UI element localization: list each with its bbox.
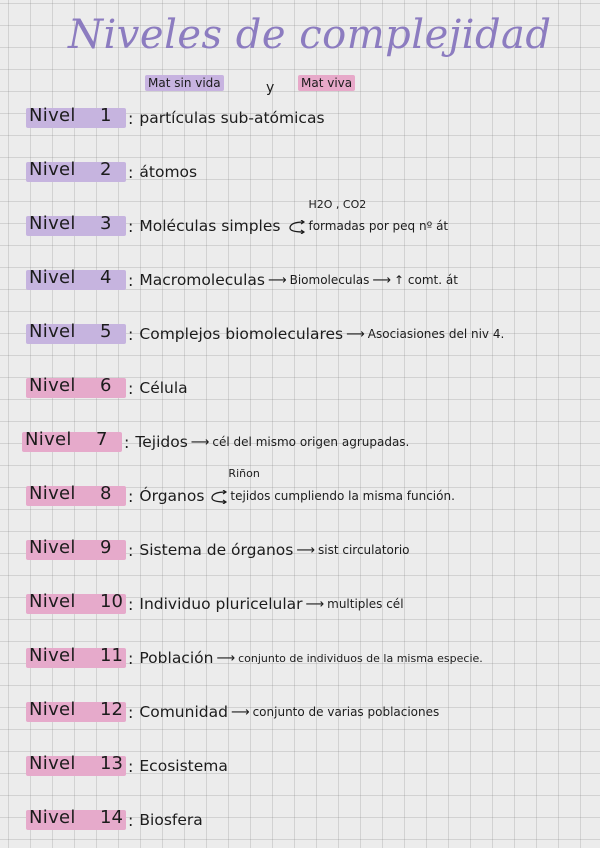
level-row-6: Nivel 6 : Célula bbox=[26, 378, 188, 398]
level-badge: Nivel 2 bbox=[26, 162, 126, 182]
arrow-icon: ⟶ bbox=[305, 596, 325, 612]
level-text: Célula bbox=[139, 379, 188, 397]
arrow-icon: ⟶ bbox=[230, 704, 250, 720]
arrow-icon: ⟶ bbox=[267, 272, 287, 288]
branch bbox=[286, 198, 367, 235]
level-text: Sistema de órganos bbox=[139, 541, 294, 559]
level-row-10: Nivel 10 : Individuo pluricelular ⟶ multiples cél bbox=[26, 594, 404, 614]
arrow-icon: ⟶ bbox=[346, 326, 365, 342]
level-badge: Nivel 5 bbox=[26, 324, 126, 344]
subtitle-connector: y bbox=[266, 80, 275, 96]
level-text: Biosfera bbox=[139, 811, 203, 829]
level-badge: Nivel 8 bbox=[26, 486, 126, 506]
level-text: Órganos bbox=[139, 487, 205, 505]
arrow-text-1: sist circulatorio bbox=[318, 543, 410, 557]
branch bbox=[208, 467, 260, 505]
level-row-14: Nivel 14 : Biosfera bbox=[26, 810, 203, 830]
arrow-text-1: multiples cél bbox=[327, 597, 404, 611]
branch-up-text: H2O , CO2 bbox=[308, 198, 367, 211]
arrow-text-1: Asociasiones del niv 4. bbox=[367, 327, 505, 341]
level-text: Población bbox=[139, 649, 214, 667]
level-text: Macromoleculas bbox=[139, 271, 265, 289]
branch-curve-icon bbox=[286, 220, 306, 234]
level-badge: Nivel 10 bbox=[26, 594, 126, 614]
level-badge: Nivel 3 bbox=[26, 216, 126, 236]
branch-down-text: tejidos cumpliendo la misma función. bbox=[230, 489, 455, 503]
level-row-1: Nivel 1 : partículas sub-atómicas bbox=[26, 108, 325, 128]
level-text: átomos bbox=[139, 163, 198, 181]
level-row-12: Nivel 12 : Comunidad ⟶ conjunto de varias poblaciones bbox=[26, 702, 439, 722]
arrow-text-1: conjunto de individuos de la misma especie. bbox=[238, 651, 483, 665]
level-badge: Nivel 1 bbox=[26, 108, 126, 128]
branch-curve-icon bbox=[208, 490, 228, 504]
level-row-4: Nivel 4 : Macromoleculas ⟶ Biomoleculas ⟶ ↑ comt. át bbox=[26, 270, 458, 290]
arrow-text-1: cél del mismo origen agrupadas. bbox=[212, 435, 410, 449]
level-badge: Nivel 12 bbox=[26, 702, 126, 722]
arrow-text-1: conjunto de varias poblaciones bbox=[252, 705, 440, 719]
subtitle-nonliving: Mat sin vida bbox=[145, 76, 224, 90]
level-row-8: Nivel 8 : Órganos Riñon tejidos cumpliendo la misma función. bbox=[26, 486, 455, 506]
level-badge: Nivel 9 bbox=[26, 540, 126, 560]
level-row-13: Nivel 13 : Ecosistema bbox=[26, 756, 228, 776]
level-badge: Nivel 14 bbox=[26, 810, 126, 830]
level-badge: Nivel 4 bbox=[26, 270, 126, 290]
arrow-icon: ⟶ bbox=[216, 650, 236, 666]
level-row-2: Nivel 2 : átomos bbox=[26, 162, 197, 182]
level-badge: Nivel 11 bbox=[26, 648, 126, 668]
level-row-3: Nivel 3 : Moléculas simples H2O , CO2 formadas por peq nº át bbox=[26, 216, 448, 236]
level-row-5: Nivel 5 : Complejos biomoleculares ⟶ Asociasiones del niv 4. bbox=[26, 324, 504, 344]
level-text: Tejidos bbox=[135, 433, 188, 451]
level-badge: Nivel 13 bbox=[26, 756, 126, 776]
level-text: Ecosistema bbox=[139, 757, 228, 775]
arrow-icon: ⟶ bbox=[296, 542, 315, 558]
subtitle-living: Mat viva bbox=[298, 76, 355, 90]
branch-down-text: formadas por peq nº át bbox=[308, 219, 449, 233]
page-title: Niveles de complejidad bbox=[68, 12, 552, 58]
level-badge: Nivel 6 bbox=[26, 378, 126, 398]
level-text: Moléculas simples bbox=[139, 217, 281, 235]
level-text: Individuo pluricelular bbox=[139, 595, 303, 613]
level-badge: Nivel 7 bbox=[22, 432, 122, 452]
level-text: Complejos biomoleculares bbox=[139, 325, 344, 343]
level-row-7: Nivel 7 : Tejidos ⟶ cél del mismo origen agrupadas. bbox=[22, 432, 409, 452]
level-row-11: Nivel 11 : Población ⟶ conjunto de individuos de la misma especie. bbox=[26, 648, 483, 668]
level-text: partículas sub-atómicas bbox=[139, 109, 325, 127]
arrow-icon: ⟶ bbox=[190, 434, 210, 450]
level-text: Comunidad bbox=[139, 703, 228, 721]
level-row-9: Nivel 9 : Sistema de órganos ⟶ sist circulatorio bbox=[26, 540, 410, 560]
arrow-text-2: ↑ comt. át bbox=[394, 273, 458, 287]
branch-up-text: Riñon bbox=[228, 467, 260, 480]
arrow-icon: ⟶ bbox=[372, 272, 392, 288]
arrow-text-1: Biomoleculas bbox=[289, 273, 370, 287]
